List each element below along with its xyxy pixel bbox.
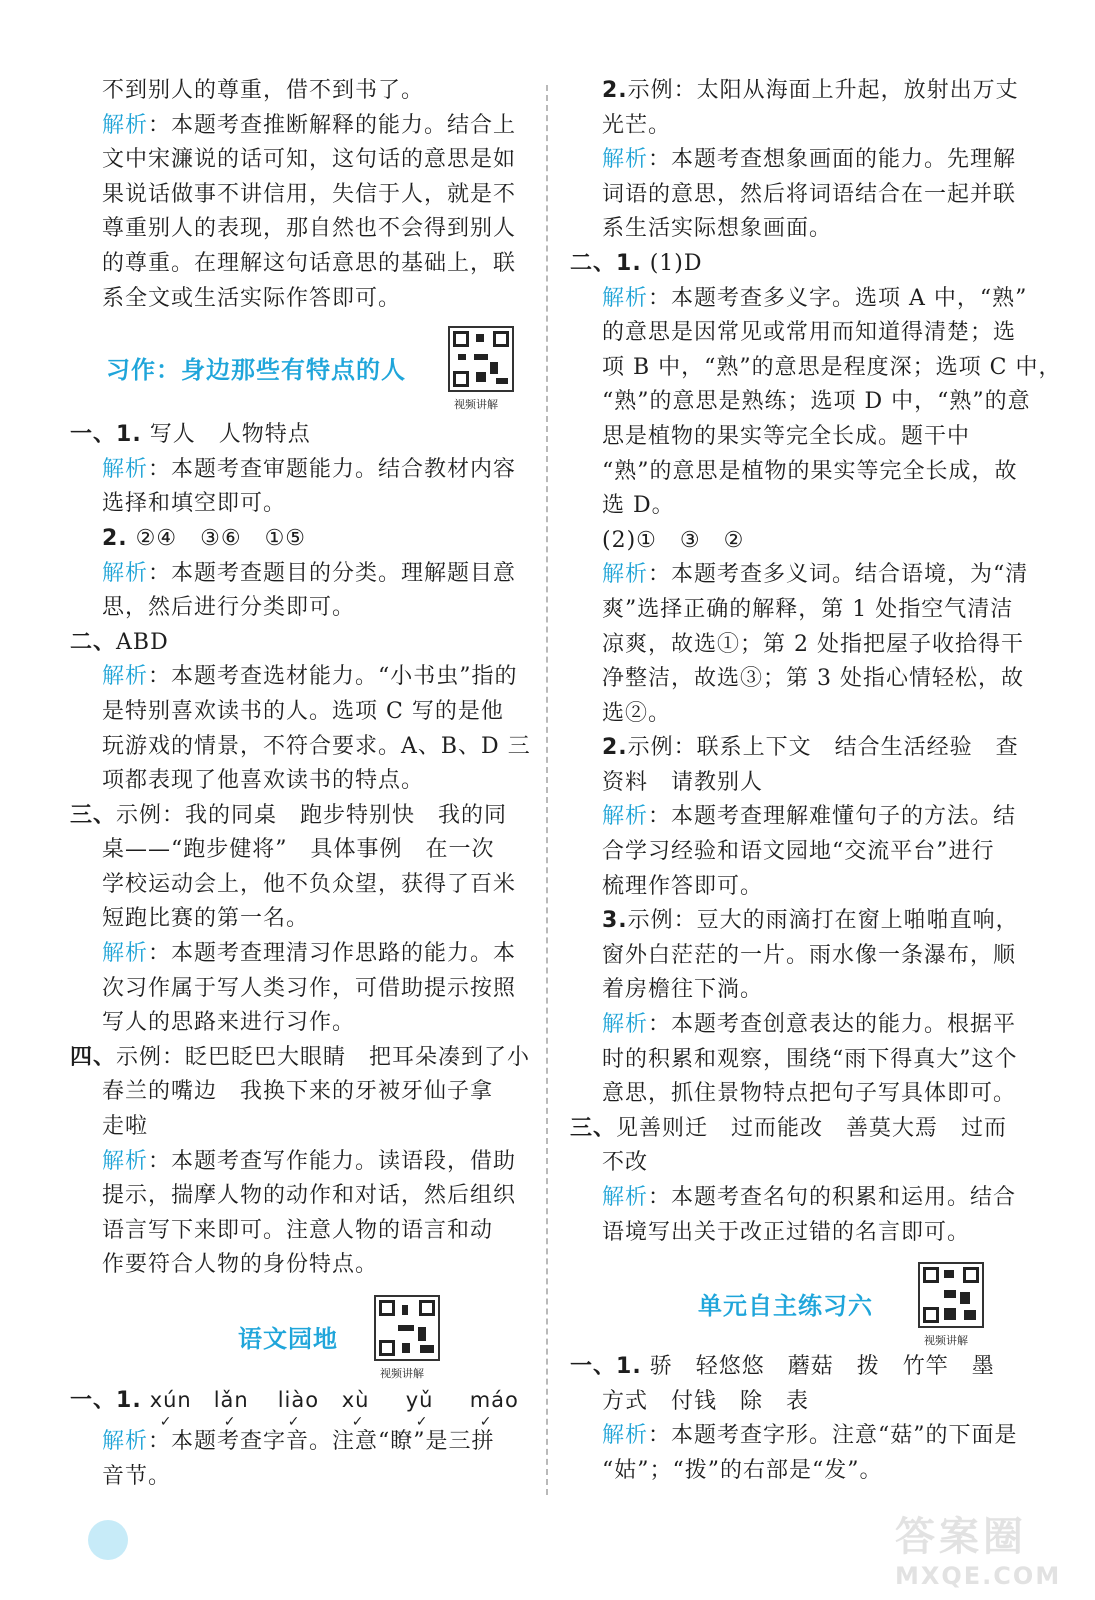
qr-label: 视频讲解 bbox=[924, 1334, 968, 1348]
pinyin: lǎn ✓ bbox=[213, 1388, 249, 1430]
pinyin: yǔ ✓ bbox=[405, 1388, 434, 1430]
qr-code-icon[interactable] bbox=[448, 326, 514, 392]
analysis-line: 思是植物的果实等完全长成。题干中 bbox=[602, 423, 971, 449]
analysis-line: 时的积累和观察，围绕“雨下得真大”这个 bbox=[602, 1046, 1018, 1072]
answer-line: 资料 请教别人 bbox=[602, 769, 764, 795]
qr-code-icon[interactable] bbox=[374, 1295, 440, 1361]
analysis-line: 是特别喜欢读书的人。选项 C 写的是他 bbox=[102, 698, 504, 724]
answer-line: 窗外白茫茫的一片。雨水像一条瀑布，顺 bbox=[602, 942, 1017, 968]
answer-line: 四、示例：眨巴眨巴大眼睛 把耳朵凑到了小 bbox=[70, 1044, 531, 1070]
analysis-line: 系生活实际想象画面。 bbox=[602, 216, 833, 242]
answer-line: 学校运动会上，他不负众望，获得了百米 bbox=[102, 871, 517, 897]
right-column bbox=[570, 74, 1062, 1489]
analysis-line: 净整洁，故选③；第 3 处指心情轻松，故 bbox=[602, 666, 1024, 692]
analysis-line: 项都表现了他喜欢读书的特点。 bbox=[102, 768, 425, 794]
analysis-line: 解析：本题考查创意表达的能力。根据平 bbox=[602, 1012, 1017, 1038]
analysis-line: 选 D。 bbox=[602, 493, 675, 519]
answer-line: 桌——“跑步健将” 具体事例 在一次 bbox=[102, 837, 495, 863]
analysis-line: 提示，揣摩人物的动作和对话，然后组织 bbox=[102, 1183, 517, 1209]
analysis-line: “姑”；“拨”的右部是“发”。 bbox=[602, 1457, 883, 1483]
analysis-line: 解析：本题考查想象画面的能力。先理解 bbox=[602, 147, 1017, 173]
analysis-line: 果说话做事不讲信用，失信于人，就是不 bbox=[102, 181, 517, 207]
analysis-line: 语言写下来即可。注意人物的语言和动 bbox=[102, 1217, 494, 1243]
analysis-line: 解析：本题考查理解难懂句子的方法。结 bbox=[602, 804, 1017, 830]
section-title: 语文园地 bbox=[238, 1325, 338, 1353]
answer-line: 不到别人的尊重，借不到书了。 bbox=[102, 78, 425, 103]
analysis-line: 次习作属于写人类习作，可借助提示按照 bbox=[102, 975, 517, 1001]
analysis-line: 爽”选择正确的解释，第 1 处指空气清洁 bbox=[602, 596, 1014, 622]
answer-line: 一、1. 骄 轻悠悠 蘑菇 拨 竹竿 墨 bbox=[570, 1354, 995, 1380]
answer-line: 走啦 bbox=[102, 1114, 149, 1140]
answer-line: 光芒。 bbox=[602, 112, 672, 138]
analysis-line: 解析：本题考查审题能力。结合教材内容 bbox=[102, 456, 517, 482]
analysis-line: 词语的意思，然后将词语结合在一起并联 bbox=[602, 181, 1017, 207]
analysis-line: 解析：本题考查字形。注意“菇”的下面是 bbox=[602, 1423, 1018, 1449]
analysis-line: 解析：本题考查理清习作思路的能力。本 bbox=[102, 941, 517, 967]
pinyin: xù ✓ bbox=[341, 1388, 370, 1430]
answer-line: 2.示例：太阳从海面上升起，放射出万丈 bbox=[602, 78, 1019, 103]
analysis-line: “熟”的意思是熟练；选项 D 中，“熟”的意 bbox=[602, 389, 1031, 415]
left-column bbox=[70, 74, 531, 1494]
answer-line: 短跑比赛的第一名。 bbox=[102, 906, 310, 932]
analysis-line: 梳理作答即可。 bbox=[602, 873, 764, 899]
analysis-line: 写人的思路来进行习作。 bbox=[102, 1010, 356, 1036]
analysis-line: 系全文或生活实际作答即可。 bbox=[102, 285, 402, 311]
analysis-line: 解析：本题考查多义词。结合语境，为“清 bbox=[602, 562, 1029, 588]
answer-line: 二、ABD bbox=[70, 629, 169, 655]
section-heading bbox=[570, 1250, 1025, 1350]
analysis-line: 作要符合人物的身份特点。 bbox=[102, 1252, 379, 1278]
qr-label: 视频讲解 bbox=[454, 398, 498, 412]
qr-label: 视频讲解 bbox=[380, 1367, 424, 1380]
column-divider bbox=[546, 85, 548, 1495]
answer-line: 春兰的嘴边 我换下来的牙被牙仙子拿 bbox=[102, 1079, 494, 1105]
analysis-line: 解析：本题考查题目的分类。理解题目意 bbox=[102, 560, 517, 586]
analysis-line: 的意思是因常见或常用而知道得清楚；选 bbox=[602, 320, 1017, 346]
answer-line: 一、1. xún ✓ lǎn ✓ liào ✓ xù ✓ yǔ ✓ máo ✓ bbox=[70, 1383, 525, 1425]
watermark: 答案圈 MXQE.COM bbox=[895, 1514, 1062, 1590]
analysis-line: 选②。 bbox=[602, 700, 672, 726]
section-title: 习作：身边那些有特点的人 bbox=[106, 356, 406, 385]
section-title: 单元自主练习六 bbox=[698, 1292, 873, 1321]
answer-line: 二、1. (1)D bbox=[570, 250, 703, 276]
analysis-line: 解析：本题考查多义字。选项 A 中，“熟” bbox=[602, 285, 1028, 311]
analysis-line: 合学习经验和语文园地“交流平台”进行 bbox=[602, 839, 995, 865]
analysis-line: 尊重别人的表现，那自然也不会得到别人 bbox=[102, 216, 517, 242]
page-number-badge bbox=[88, 1520, 128, 1560]
answer-line: 着房檐往下淌。 bbox=[602, 977, 764, 1003]
analysis-line: 凉爽，故选①；第 2 处指把屋子收拾得干 bbox=[602, 631, 1024, 657]
pinyin: liào ✓ bbox=[277, 1388, 320, 1430]
pinyin: máo ✓ bbox=[469, 1388, 519, 1430]
pinyin: xún ✓ bbox=[149, 1388, 192, 1430]
analysis-line: 选择和填空即可。 bbox=[102, 491, 287, 517]
analysis-line: 解析：本题考查选材能力。“小书虫”指的 bbox=[102, 664, 518, 690]
analysis-line: 解析：本题考查名句的积累和运用。结合 bbox=[602, 1185, 1017, 1210]
answer-line: 三、示例：我的同桌 跑步特别快 我的同 bbox=[70, 802, 508, 828]
analysis-line: 语境写出关于改正过错的名言即可。 bbox=[602, 1219, 971, 1245]
answer-line: 三、见善则迁 过而能改 善莫大焉 过而 bbox=[570, 1115, 1008, 1141]
analysis-line: 项 B 中，“熟”的意思是程度深；选项 C 中， bbox=[602, 354, 1062, 380]
analysis-line: 音节。 bbox=[102, 1463, 172, 1489]
answer-line: (2)① ③ ② bbox=[602, 527, 745, 553]
analysis-line: 意思，抓住景物特点把句子写具体即可。 bbox=[602, 1081, 1017, 1107]
answer-line: 一、1. 写人 人物特点 bbox=[70, 422, 311, 448]
analysis-line: 解析：本题考查字音。注意“瞭”是三拼 bbox=[102, 1429, 495, 1454]
analysis-line: 思，然后进行分类即可。 bbox=[102, 595, 356, 621]
section-heading bbox=[70, 1283, 525, 1383]
section-heading bbox=[70, 316, 525, 418]
answer-line: 方式 付钱 除 表 bbox=[602, 1388, 810, 1414]
answer-line: 不改 bbox=[602, 1150, 649, 1176]
analysis-line: 解析：本题考查推断解释的能力。结合上 bbox=[102, 112, 517, 138]
answer-line: 3.示例：豆大的雨滴打在窗上啪啪直响， bbox=[602, 908, 1019, 934]
analysis-line: 文中宋濂说的话可知，这句话的意思是如 bbox=[102, 147, 517, 173]
analysis-line: 解析：本题考查写作能力。读语段，借助 bbox=[102, 1148, 517, 1174]
analysis-line: 玩游戏的情景，不符合要求。A、B、D 三 bbox=[102, 733, 531, 759]
qr-code-icon[interactable] bbox=[918, 1262, 984, 1328]
analysis-line: “熟”的意思是植物的果实等完全长成，故 bbox=[602, 458, 1018, 484]
analysis-line: 的尊重。在理解这句话意思的基础上，联 bbox=[102, 250, 517, 276]
answer-line: 2.示例：联系上下文 结合生活经验 查 bbox=[602, 735, 1019, 761]
answer-line: 2. ②④ ③⑥ ①⑤ bbox=[102, 525, 307, 551]
